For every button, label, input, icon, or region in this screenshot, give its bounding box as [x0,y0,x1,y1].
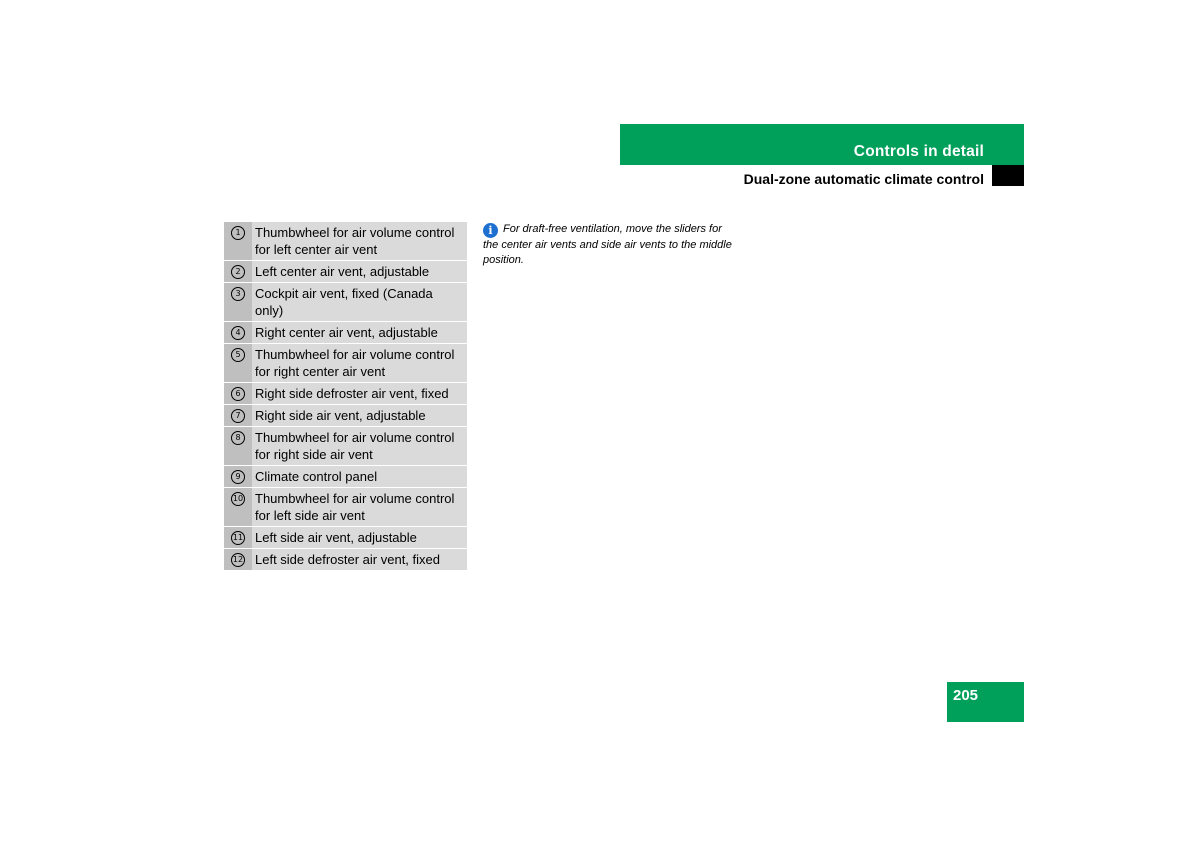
legend-row [224,466,467,488]
info-note [483,222,733,268]
legend-row [224,427,467,466]
legend-row [224,344,467,383]
legend-row [224,283,467,322]
legend-row [224,488,467,527]
legend-number: 3 [231,287,245,301]
section-header-band [620,124,1024,165]
legend-text: Thumbwheel for air volume control for left center air vent [252,222,467,261]
legend-text: Cockpit air vent, fixed (Canada only) [252,283,467,322]
subsection-title: Dual-zone automatic climate control [743,171,984,187]
legend-row [224,549,467,571]
legend-text: Left center air vent, adjustable [252,261,467,283]
subsection-header [620,165,1024,186]
legend-text: Left side defroster air vent, fixed [252,549,467,571]
legend-number: 10 [231,492,245,506]
legend-table [224,222,467,571]
legend-number: 12 [231,553,245,567]
header-marker-tab [992,165,1024,186]
legend-row [224,405,467,427]
legend-text: Thumbwheel for air volume control for right center air vent [252,344,467,383]
legend-row [224,261,467,283]
legend-text: Right center air vent, adjustable [252,322,467,344]
legend-number: 5 [231,348,245,362]
legend-number: 7 [231,409,245,423]
legend-row [224,383,467,405]
legend-row [224,322,467,344]
page-number-box [947,682,1024,722]
legend-number: 8 [231,431,245,445]
legend-text: Climate control panel [252,466,467,488]
legend-row [224,527,467,549]
legend-number: 2 [231,265,245,279]
legend-text: Right side defroster air vent, fixed [252,383,467,405]
legend-text: Right side air vent, adjustable [252,405,467,427]
legend-number: 4 [231,326,245,340]
legend-row [224,222,467,261]
legend-text: Left side air vent, adjustable [252,527,467,549]
legend-text: Thumbwheel for air volume control for left side air vent [252,488,467,527]
info-text: For draft-free ventilation, move the sliders for the center air vents and side air vents to the middle position. [483,223,732,266]
legend-number: 6 [231,387,245,401]
legend-number: 1 [231,226,245,240]
info-icon: i [483,223,498,238]
legend-text: Thumbwheel for air volume control for right side air vent [252,427,467,466]
legend-number: 11 [231,531,245,545]
section-title: Controls in detail [853,143,984,160]
page-number: 205 [953,687,979,704]
legend-number: 9 [231,470,245,484]
